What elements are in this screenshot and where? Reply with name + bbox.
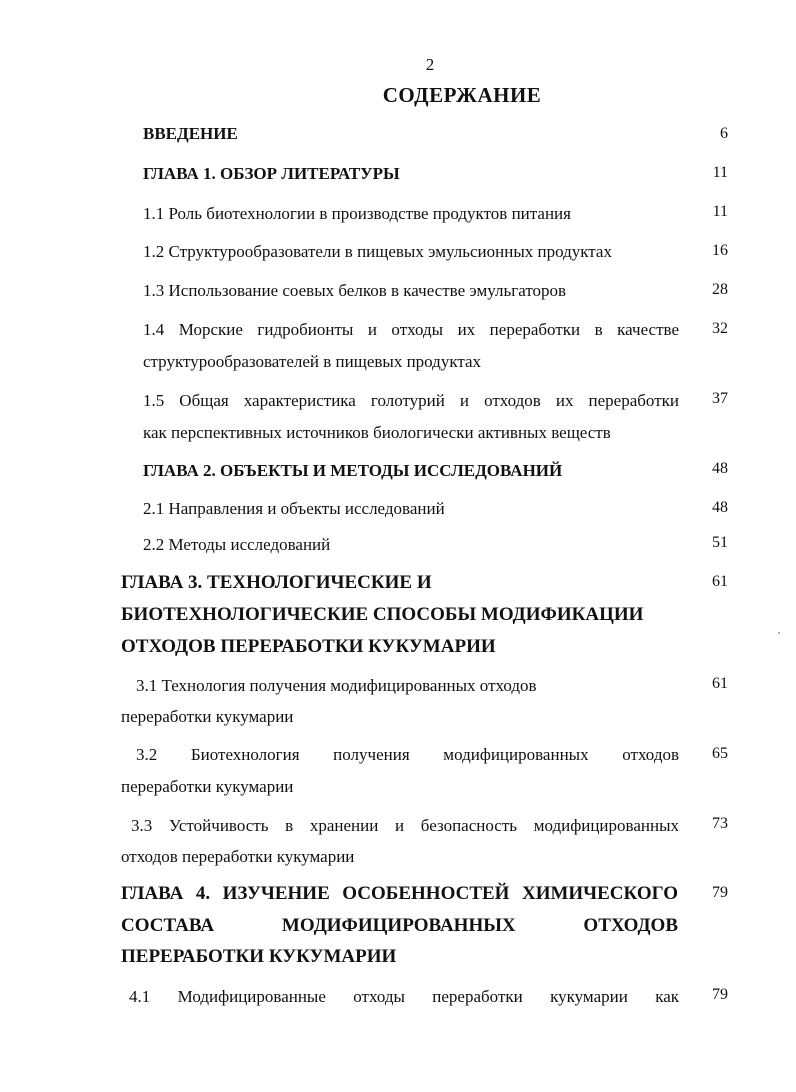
toc-entry-text-line2: как перспективных источников биологически активных веществ [143,423,611,442]
toc-entry-1-1[interactable] [143,197,683,231]
toc-entry-text-line2: отходов переработки кукумарии [121,847,355,866]
toc-entry-chapter-3[interactable] [121,566,681,600]
toc-entry-text: ВВЕДЕНИЕ [143,124,238,143]
toc-entry-text: 1.1 Роль биотехнологии в производстве продуктов питания [143,204,571,223]
toc-page-number: 16 [712,242,728,259]
toc-entry-text-line1: 1.4 Морские гидробионты и отходы их переработки в качестве [143,320,679,339]
toc-entry-introduction[interactable] [143,117,643,151]
scan-speck [778,632,780,634]
toc-entry-3-3-continuation [121,840,681,874]
toc-entry-3-1[interactable] [136,669,681,703]
toc-entry-text-line2: переработки кукумарии [121,777,294,796]
toc-entry-chapter-4-continuation [121,940,678,974]
toc-page-number: 73 [712,815,728,832]
toc-entry-text-line3: ПЕРЕРАБОТКИ КУКУМАРИИ [121,946,397,967]
toc-entry-3-2[interactable] [136,738,679,772]
toc-entry-chapter-3-continuation [121,598,681,632]
toc-page-number: 11 [712,203,728,220]
toc-entry-1-4-continuation [143,345,679,379]
toc-entry-text-line1: 4.1 Модифицированные отходы переработки кукумарии как [129,987,679,1006]
page-number: 2 [425,55,435,74]
toc-entry-3-2-continuation [121,770,681,804]
toc-page-number: 79 [712,884,728,901]
toc-entry-1-4[interactable] [143,313,679,347]
toc-page-number: 48 [712,460,728,477]
toc-page-number: 51 [712,534,728,551]
toc-page-number: 79 [712,986,728,1003]
toc-entry-text: 1.2 Структурообразователи в пищевых эмульсионных продуктах [143,242,612,261]
toc-entry-1-3[interactable] [143,274,683,308]
toc-entry-text-line1: 3.2 Биотехнология получения модифицированных отходов [136,745,679,764]
toc-entry-chapter-4[interactable] [121,877,678,911]
toc-entry-chapter-1[interactable] [143,157,683,191]
toc-entry-2-2[interactable] [143,528,683,562]
toc-page-number: 61 [712,573,728,590]
toc-entry-text: 2.1 Направления и объекты исследований [143,499,445,518]
toc-entry-text-line3: ОТХОДОВ ПЕРЕРАБОТКИ КУКУМАРИИ [121,636,496,657]
toc-entry-chapter-2[interactable] [143,454,683,488]
toc-entry-text-line1: 1.5 Общая характеристика голотурий и отходов их переработки [143,391,679,410]
toc-page-number: 37 [712,390,728,407]
page-title: СОДЕРЖАНИЕ [382,83,542,107]
toc-entry-text-line1: 3.1 Технология получения модифицированных отходов [136,676,537,695]
toc-entry-text-line2: БИОТЕХНОЛОГИЧЕСКИЕ СПОСОБЫ МОДИФИКАЦИИ [121,604,644,625]
toc-entry-1-5[interactable] [143,384,679,418]
toc-entry-text-line2: структурообразователей в пищевых продуктах [143,352,482,371]
toc-entry-text: ГЛАВА 2. ОБЪЕКТЫ И МЕТОДЫ ИССЛЕДОВАНИЙ [143,461,563,480]
toc-entry-1-2[interactable] [143,235,683,269]
toc-entry-1-5-continuation [143,416,679,450]
toc-entry-text-line1: ГЛАВА 4. ИЗУЧЕНИЕ ОСОБЕННОСТЕЙ ХИМИЧЕСКОГО [121,883,678,904]
toc-entry-text-line1: 3.3 Устойчивость в хранении и безопасность модифицированных [131,816,679,835]
toc-entry-text: 1.3 Использование соевых белков в качестве эмульгаторов [143,281,567,300]
toc-entry-text-line2: переработки кукумарии [121,707,294,726]
toc-entry-text: 2.2 Методы исследований [143,535,331,554]
toc-page-number: 48 [712,499,728,516]
toc-page-number: 11 [712,164,728,181]
toc-entry-chapter-4-continuation [121,909,678,943]
toc-entry-text: ГЛАВА 1. ОБЗОР ЛИТЕРАТУРЫ [143,164,400,183]
toc-entry-chapter-3-continuation [121,630,681,664]
toc-page-number: 65 [712,745,728,762]
toc-entry-3-3[interactable] [131,809,679,843]
toc-entry-4-1[interactable] [129,980,679,1014]
toc-page-number: 6 [720,125,728,142]
toc-page-number: 28 [712,281,728,298]
toc-page-number: 32 [712,320,728,337]
toc-entry-3-1-continuation [121,700,681,734]
toc-entry-text-line2: СОСТАВА МОДИФИЦИРОВАННЫХ ОТХОДОВ [121,915,678,936]
toc-page-number: 61 [712,675,728,692]
toc-entry-text-line1: ГЛАВА 3. ТЕХНОЛОГИЧЕСКИЕ И [121,572,432,593]
toc-entry-2-1[interactable] [143,492,683,526]
